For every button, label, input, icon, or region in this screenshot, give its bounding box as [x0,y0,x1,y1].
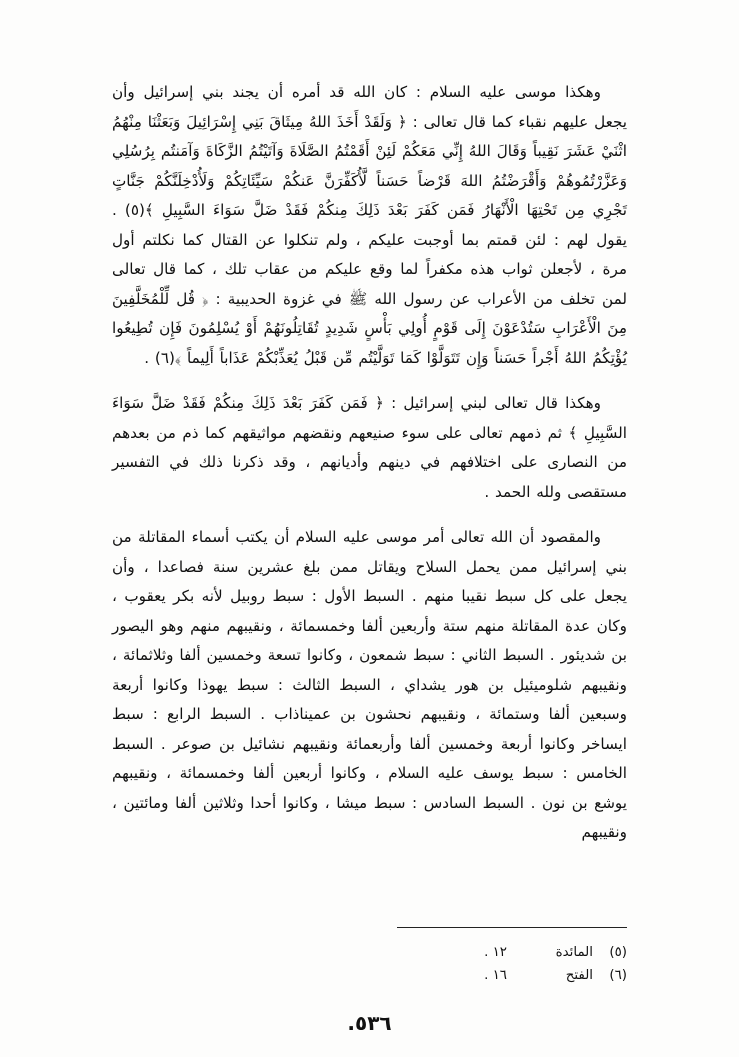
paragraph-spacer [112,509,627,523]
page-number-value: ٥٣٦ [354,1011,392,1035]
page-number [0,1011,739,1035]
footnote-divider [397,927,627,928]
paragraph: والمقصود أن الله تعالى أمر موسى عليه السلام أن يكتب أسماء المقاتلة من بني إسرائيل ممن يحمل السلاح ويقاتل ممن بلغ عشرين سنة فصاعدا ، وأن يجعل على كل سبط نقيبا منهم . السبط الأول : سبط روبيل لأنه بكر يعقوب ، وكان عدة المقاتلة منهم ستة وأربعين ألفا وخمسمائة ، ونقيبهم منهم وهو اليصور بن شديئور . السبط الثاني : سبط شمعون ، وكانوا تسعة وخمسين ألفا وثلاثمائة ، ونقيبهم شلوميئيل بن هور يشداي ، السبط الثالث : سبط يهوذا وكانوا أربعة وسبعين ألفا وستمائة ، ونقيبهم نحشون بن عميناذاب . السبط الرابع : سبط ايساخر وكانوا أربعة وخمسين ألفا وأربعمائة ونقيبهم نشائيل بن صوعر . السبط الخامس : سبط يوسف عليه السلام ، وكانوا أربعين ألفا وخمسمائة ، ونقيبهم يوشع بن نون . السبط السادس : سبط ميشا ، وكانوا أحدا وثلاثين ألفا ومائتين ، ونقيبهم [112,528,627,841]
footnotes-section [112,927,627,987]
page-number-suffix: . [347,1011,355,1035]
paragraph-spacer [112,375,627,389]
footnote-source: المائدة [555,945,593,960]
paragraph: وهكذا قال تعالى لبني إسرائيل : ﴿ فَمَن كَفَرَ بَعْدَ ذَلِكَ مِنكُمْ فَقَدْ ضَلَّ سَوَاءَ السَّبِيلِ ﴾ ثم ذمهم تعالى على سوء صنيعهم ونقضهم مواثيقهم كما ذم من بعدهم من النصارى على اختلافهم في دينهم وأديانهم ، وقد ذكرنا ذلك في التفسير مستقصى ولله الحمد . [112,394,627,501]
paragraph: وهكذا موسى عليه السلام : كان الله قد أمره أن يجند بني إسرائيل وأن يجعل عليهم نقباء كما قال تعالى : ﴿ وَلَقَدْ أَخَذَ اللهُ مِيثَاقَ بَنِي إِسْرَائِيلَ وَبَعَثْنَا مِنْهُمُ اثْنَيْ عَشَرَ نَقِيباً وَقَالَ اللهُ إِنِّي مَعَكُمْ لَئِنْ أَقَمْتُمُ الصَّلَاةَ وَآتَيْتُمُ الزَّكَاةَ وَآمَنتُم بِرُسُلِي وَعَزَّرْتُمُوهُمْ وَأَقْرَضْتُمُ اللهَ قَرْضاً حَسَناً لَّأُكَفِّرَنَّ عَنكُمْ سَيِّئَاتِكُمْ وَلَأُدْخِلَنَّكُمْ جَنَّاتٍ تَجْرِي مِن تَحْتِهَا الْأَنْهَارُ فَمَن كَفَرَ بَعْدَ ذَلِكَ مِنكُمْ فَقَدْ ضَلَّ سَوَاءَ السَّبِيلِ ﴾(٥) . يقول لهم : لئن قمتم بما أوجبت عليكم ، ولم تنكلوا عن القتال كما نكلتم أول مرة ، لأجعلن ثواب هذه مكفراً لما وقع عليكم من عقاب تلك ، كما قال تعالى لمن تخلف من الأعراب عن رسول الله ﷺ في غزوة الحديبية : ﴿ قُل لِّلْمُخَلَّفِينَ مِنَ الْأَعْرَابِ سَتُدْعَوْنَ إِلَى قَوْمٍ أُولِي بَأْسٍ شَدِيدٍ تُقَاتِلُونَهُمْ أَوْ يُسْلِمُونَ فَإِن تُطِيعُوا يُؤْتِكُمُ اللهُ أَجْراً حَسَناً وَإِن تَتَوَلَّوْا كَمَا تَوَلَّيْتُم مِّن قَبْلُ يُعَذِّبْكُمْ عَذَاباً أَلِيماً ﴾(٦) . [112,83,627,367]
footnote-marker: (٦) [609,968,627,983]
footnote-item [112,941,627,964]
footnote-source: الفتح [565,968,593,983]
footnote-verse: ١٦ . [484,968,507,983]
footnote-list [112,935,627,987]
footnote-marker: (٥) [609,945,627,960]
footnote-verse: ١٢ . [484,945,507,960]
footnote-item [112,964,627,987]
page-body [112,78,627,850]
